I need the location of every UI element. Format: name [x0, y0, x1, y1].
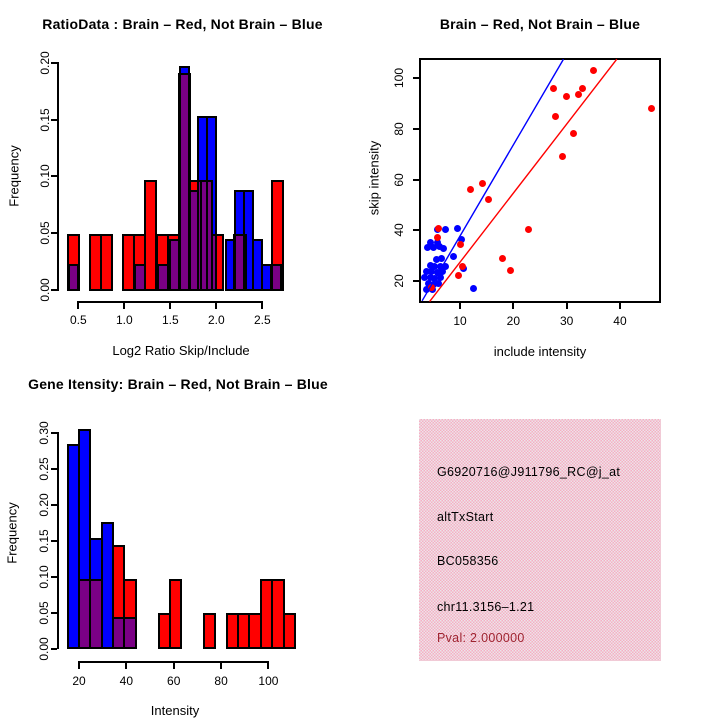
scatter-point-red: [499, 255, 506, 262]
scatter-point-red: [550, 85, 557, 92]
y-tick-label: 20: [392, 274, 406, 288]
scatter-point-red: [467, 186, 474, 193]
scatter-point-blue: [470, 285, 477, 292]
x-tick-label: 60: [167, 674, 181, 688]
y-tick-label: 0.25: [37, 457, 51, 481]
x-tick-label: 40: [613, 314, 627, 328]
y-tick-label: 0.10: [37, 564, 51, 589]
scatter-point-red: [648, 105, 655, 112]
y-axis-tick: [413, 77, 419, 79]
gene-histogram-title: Gene Itensity: Brain – Red, Not Brain – Blue: [28, 376, 328, 392]
scatter-point-red: [428, 284, 435, 291]
hist-bar-overlap: [157, 264, 168, 291]
y-tick-label: 0.15: [38, 107, 52, 132]
y-tick-label: 0.05: [37, 600, 51, 625]
gene-event-type: altTxStart: [437, 510, 494, 524]
x-tick-label: 0.5: [69, 313, 87, 327]
hist-bar-overlap: [68, 264, 79, 291]
x-axis-tick: [619, 303, 621, 309]
scatter-point-red: [525, 226, 532, 233]
x-axis-tick: [267, 662, 269, 669]
scatter-point-blue: [440, 245, 447, 252]
x-axis-tick: [459, 303, 461, 309]
y-axis-tick: [413, 280, 419, 282]
ratio-histogram-ylabel: Frequency: [6, 145, 22, 207]
x-tick-label: 1.5: [161, 313, 179, 327]
y-tick-label: 100: [392, 67, 406, 89]
scatter-point-red: [507, 267, 514, 274]
x-tick-label: 2.5: [253, 313, 271, 327]
ratio-histogram-xlabel: Log2 Ratio Skip/Include: [112, 343, 250, 358]
hist-bar-overlap: [134, 264, 145, 291]
hist-bar-red: [169, 579, 182, 650]
y-tick-label: 0.20: [37, 493, 51, 517]
y-tick-label: 0.00: [37, 636, 51, 661]
x-tick-label: 80: [214, 674, 228, 688]
gene-pval: Pval: 2.000000: [437, 631, 525, 645]
scatter-point-red: [457, 241, 464, 248]
x-tick-label: 1.0: [115, 313, 133, 327]
scatter-point-red: [563, 93, 570, 100]
y-axis-tick: [413, 179, 419, 181]
x-tick-label: 20: [506, 314, 521, 328]
x-tick-label: 30: [559, 314, 574, 328]
hist-bar-red: [203, 613, 216, 649]
y-tick-label: 0.30: [37, 421, 51, 445]
x-axis-tick: [261, 302, 263, 309]
y-axis-tick: [51, 612, 57, 614]
y-axis-tick: [51, 576, 57, 578]
x-axis-tick: [123, 302, 125, 309]
y-axis-tick: [51, 648, 57, 650]
hist-bar-overlap: [271, 264, 281, 291]
gene-info-box: [419, 419, 661, 661]
hist-bar-overlap: [89, 579, 102, 650]
x-axis-tick: [78, 662, 80, 669]
x-tick-label: 10: [453, 314, 467, 328]
gene-locus: chr11.3156–1.21: [437, 600, 535, 614]
y-axis-tick: [51, 432, 57, 434]
ratio-histogram-title: RatioData : Brain – Red, Not Brain – Blue: [42, 16, 323, 32]
y-tick-label: 60: [392, 172, 406, 187]
y-tick-label: 0.10: [38, 164, 52, 189]
plot-box: [419, 58, 661, 302]
y-axis-line: [57, 62, 59, 291]
x-axis-tick: [220, 662, 222, 669]
scatter-title: Brain – Red, Not Brain – Blue: [439, 16, 641, 32]
x-axis-tick: [77, 302, 79, 309]
gene-histogram-ylabel: Frequency: [4, 502, 20, 564]
y-tick-label: 0.00: [38, 278, 52, 302]
scatter-ylabel: skip intensity: [366, 140, 382, 216]
x-axis-tick: [169, 302, 171, 309]
scatter-point-red: [590, 67, 597, 74]
hist-bar-overlap: [123, 617, 136, 650]
scatter-xlabel: include intensity: [493, 344, 587, 359]
y-tick-label: 80: [392, 122, 406, 136]
x-axis-tick: [125, 662, 127, 669]
x-axis-tick: [512, 303, 514, 309]
y-axis-tick: [413, 128, 419, 130]
y-tick-label: 0.05: [38, 221, 52, 245]
hist-bar-overlap: [243, 234, 247, 291]
hist-bar-red: [100, 234, 113, 291]
scatter-point-red: [459, 263, 466, 270]
x-axis-tick: [173, 662, 175, 669]
y-tick-label: 0.15: [37, 529, 51, 553]
y-axis-line: [57, 432, 59, 650]
x-axis-tick: [566, 303, 568, 309]
y-axis-tick: [51, 504, 57, 506]
x-tick-label: 100: [258, 674, 279, 688]
scatter-point-red: [559, 153, 566, 160]
gene-histogram-xlabel: Intensity: [150, 703, 200, 718]
gene-probe-id: G6920716@J911796_RC@j_at: [437, 465, 621, 479]
y-axis-tick: [413, 229, 419, 231]
y-tick-label: 0.20: [38, 51, 52, 75]
gene-accession: BC058356: [437, 554, 499, 568]
y-tick-label: 40: [392, 223, 406, 237]
scatter-point-red: [570, 130, 577, 137]
y-axis-tick: [51, 540, 57, 542]
y-axis-tick: [51, 468, 57, 470]
x-axis-tick: [215, 302, 217, 309]
hist-bar-overlap: [211, 234, 218, 291]
x-tick-label: 2.0: [207, 313, 225, 327]
x-tick-label: 40: [119, 674, 134, 688]
scatter-point-blue: [435, 280, 442, 287]
x-tick-label: 20: [72, 674, 86, 688]
hist-bar-red: [283, 613, 296, 649]
